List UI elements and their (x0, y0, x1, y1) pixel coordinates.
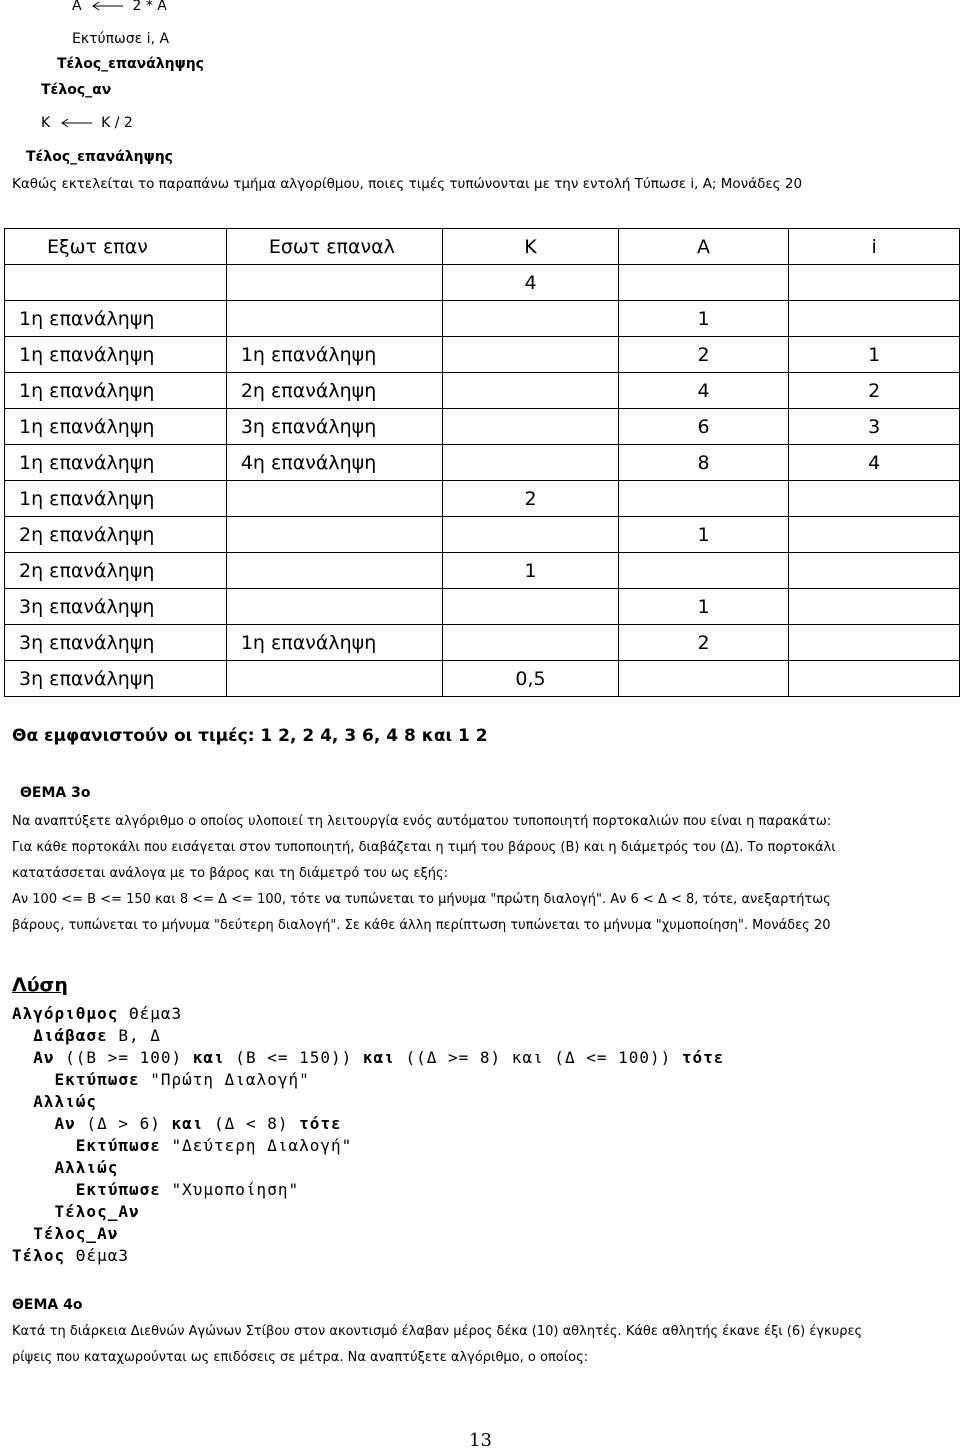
cell-outer (5, 265, 227, 301)
cell-i (789, 589, 960, 625)
code-keyword: Εκτύπωσε (75, 1180, 161, 1199)
code-text (12, 1114, 55, 1133)
theme3-line: κατατάσσεται ανάλογα με το βάρος και τη διάμετρό του ως εξής: (12, 866, 449, 881)
code-text (12, 1070, 55, 1089)
table-row (5, 661, 960, 697)
code-text (12, 1092, 33, 1111)
solution-heading: Λύση (12, 974, 68, 996)
code-line (12, 1157, 724, 1179)
header-inner-loop: Εσωτ επαναλ (226, 229, 443, 265)
code-line (12, 1245, 724, 1267)
code-text: Θέμα3 (65, 1246, 129, 1265)
code-keyword: Αλλιώς (54, 1158, 119, 1177)
left-arrow-icon (59, 118, 93, 128)
theme4-line: Κατά τη διάρκεια Διεθνών Αγώνων Στίβου στον ακοντισμό έλαβαν μέρος δέκα (10) αθλητές. Κάθε αθλητής έκανε έξι (6) έγκυρες (12, 1324, 863, 1339)
code-line (12, 1135, 724, 1157)
code-line (12, 1223, 724, 1245)
code-keyword: Αν (33, 1048, 55, 1067)
code-keyword: και (362, 1048, 395, 1067)
table-row (5, 481, 960, 517)
theme4-body (12, 1319, 862, 1371)
table-row (5, 517, 960, 553)
cell-a (618, 661, 789, 697)
code-text (12, 1180, 76, 1199)
var-k: Κ (41, 115, 51, 131)
code-keyword: Αν (54, 1114, 76, 1133)
cell-i (789, 517, 960, 553)
code-keyword: και (171, 1114, 204, 1133)
code-text (12, 1158, 55, 1177)
cell-k (443, 589, 618, 625)
code-text: "Χυμοποίηση" (160, 1180, 300, 1199)
code-keyword: Εκτύπωσε (75, 1136, 161, 1155)
table-row (5, 265, 960, 301)
theme3-line: βάρους, τυπώνεται το μήνυμα "δεύτερη διαλογή". Σε κάθε άλλη περίπτωση τυπώνεται το μήνυμα "χυμοποίηση". Μονάδες 20 (12, 918, 831, 933)
cell-k (443, 337, 618, 373)
cell-k: 2 (443, 481, 618, 517)
theme3-title: ΘΕΜΑ 3ο (20, 785, 91, 801)
cell-a (618, 265, 789, 301)
theme3-line: Να αναπτύξετε αλγόριθμο ο οποίος υλοποιεί τη λειτουργία ενός αυτόματου τυποποιητή πορτοκαλιών που είναι η παρακάτω: (12, 814, 832, 829)
answer-line: Θα εμφανιστούν οι τιμές: 1 2, 2 4, 3 6, 4 8 και 1 2 (12, 726, 488, 746)
header-i: i (789, 229, 960, 265)
theme4-line: ρίψεις που καταχωρούνται ως επιδόσεις σε μέτρα. Να αναπτύξετε αλγόριθμο, ο οποίος: (12, 1350, 589, 1365)
code-text: (Β <= 150)) (224, 1048, 363, 1067)
cell-a: 1 (618, 301, 789, 337)
cell-outer: 1η επανάληψη (5, 373, 227, 409)
cell-inner: 1η επανάληψη (226, 337, 443, 373)
cell-k (443, 625, 618, 661)
code-keyword: τότε (681, 1048, 725, 1067)
cell-a (618, 481, 789, 517)
page-number: 13 (469, 1430, 492, 1451)
code-text (12, 1202, 55, 1221)
header-outer-loop: Εξωτ επαν (5, 229, 227, 265)
cell-outer: 3η επανάληψη (5, 661, 227, 697)
expr: Κ / 2 (101, 115, 133, 131)
code-text: Θέμα3 (118, 1004, 183, 1023)
code-keyword: Αλλιώς (33, 1092, 98, 1111)
cell-i (789, 625, 960, 661)
cell-a: 8 (618, 445, 789, 481)
cell-a (618, 553, 789, 589)
cell-i: 1 (789, 337, 960, 373)
code-line (12, 1179, 724, 1201)
table-row (5, 445, 960, 481)
table-row (5, 553, 960, 589)
cell-outer: 3η επανάληψη (5, 589, 227, 625)
code-line (12, 1113, 724, 1135)
code-text: ((Β >= 100) (54, 1048, 193, 1067)
cell-k: 1 (443, 553, 618, 589)
code-text: Β, Δ (107, 1026, 161, 1045)
theme3-line: Για κάθε πορτοκάλι που εισάγεται στον τυποποιητή, διαβάζεται η τιμή του βάρους (Β) και η διάμετρός του (Δ). Το πορτοκάλι (12, 840, 836, 855)
cell-k (443, 517, 618, 553)
code-text: ((Δ >= 8) και (Δ <= 100)) (394, 1048, 682, 1067)
pseudo-line-assign-k (41, 115, 133, 131)
cell-inner: 2η επανάληψη (226, 373, 443, 409)
cell-inner (226, 301, 443, 337)
left-arrow-icon (90, 1, 124, 11)
code-text: (Δ < 8) (203, 1114, 300, 1133)
code-line (12, 1091, 724, 1113)
cell-i (789, 661, 960, 697)
cell-outer: 1η επανάληψη (5, 337, 227, 373)
table-row (5, 337, 960, 373)
header-k: Κ (443, 229, 618, 265)
cell-inner (226, 481, 443, 517)
print-args: i, Α (146, 31, 170, 47)
code-text (12, 1136, 76, 1155)
cell-outer: 1η επανάληψη (5, 481, 227, 517)
cell-outer: 1η επανάληψη (5, 409, 227, 445)
cell-a: 4 (618, 373, 789, 409)
cell-a: 2 (618, 337, 789, 373)
cell-inner: 4η επανάληψη (226, 445, 443, 481)
cell-outer: 1η επανάληψη (5, 445, 227, 481)
cell-inner: 1η επανάληψη (226, 625, 443, 661)
code-keyword: Αλγόριθμος (12, 1004, 119, 1023)
cell-i: 4 (789, 445, 960, 481)
pseudo-line-print (72, 31, 169, 47)
pseudo-line-end-loop-inner: Τέλος_επανάληψης (57, 56, 204, 72)
cell-i (789, 553, 960, 589)
cell-k (443, 445, 618, 481)
cell-k: 0,5 (443, 661, 618, 697)
cell-k: 4 (443, 265, 618, 301)
cell-i (789, 265, 960, 301)
cell-i (789, 301, 960, 337)
code-keyword: και (192, 1048, 225, 1067)
code-text: (Δ > 6) (75, 1114, 172, 1133)
cell-k (443, 409, 618, 445)
theme3-line: Αν 100 <= Β <= 150 και 8 <= Δ <= 100, τότε να τυπώνεται το μήνυμα "πρώτη διαλογή". Αν 6 < Δ < 8, τότε, ανεξαρτήτως (12, 892, 831, 907)
code-text (12, 1224, 33, 1243)
cell-inner (226, 589, 443, 625)
code-line (12, 1069, 724, 1091)
header-a: Α (618, 229, 789, 265)
code-text: "Πρώτη Διαλογή" (139, 1070, 310, 1089)
cell-i: 3 (789, 409, 960, 445)
pseudo-line-assign-a (72, 0, 167, 14)
table-row (5, 373, 960, 409)
code-keyword: Τέλος_Αν (33, 1224, 119, 1243)
code-line (12, 1003, 724, 1025)
question-text: Καθώς εκτελείται το παραπάνω τμήμα αλγορίθμου, ποιες τιμές τυπώνονται με την εντολή Τύπωσε i, Α; Μονάδες 20 (12, 176, 803, 192)
code-line (12, 1025, 724, 1047)
print-keyword: Εκτύπωσε (72, 31, 143, 47)
code-keyword: Διάβασε (33, 1026, 108, 1045)
cell-outer: 1η επανάληψη (5, 301, 227, 337)
cell-outer: 2η επανάληψη (5, 517, 227, 553)
code-text (12, 1048, 33, 1067)
cell-k (443, 301, 618, 337)
cell-inner (226, 661, 443, 697)
cell-inner (226, 265, 443, 301)
table-row (5, 409, 960, 445)
pseudo-line-end-if: Τέλος_αν (41, 82, 112, 98)
cell-outer: 2η επανάληψη (5, 553, 227, 589)
code-line (12, 1201, 724, 1223)
cell-a: 1 (618, 589, 789, 625)
code-keyword: Τέλος_Αν (54, 1202, 140, 1221)
code-keyword: τότε (299, 1114, 342, 1133)
table-header-row (5, 229, 960, 265)
code-text (12, 1026, 33, 1045)
cell-outer: 3η επανάληψη (5, 625, 227, 661)
code-keyword: Εκτύπωσε (54, 1070, 140, 1089)
expr: 2 * Α (132, 0, 167, 14)
theme4-title: ΘΕΜΑ 4ο (12, 1297, 83, 1313)
cell-inner (226, 553, 443, 589)
solution-code (12, 1003, 724, 1267)
cell-inner: 3η επανάληψη (226, 409, 443, 445)
cell-i (789, 481, 960, 517)
cell-a: 6 (618, 409, 789, 445)
table-row (5, 589, 960, 625)
cell-i: 2 (789, 373, 960, 409)
cell-k (443, 373, 618, 409)
table-row (5, 625, 960, 661)
cell-a: 1 (618, 517, 789, 553)
var-a: Α (72, 0, 82, 14)
table-row (5, 301, 960, 337)
pseudo-line-end-loop-outer: Τέλος_επανάληψης (26, 149, 173, 165)
trace-table (4, 228, 960, 697)
theme3-body (12, 809, 836, 939)
cell-inner (226, 517, 443, 553)
code-keyword: Τέλος (12, 1246, 66, 1265)
code-text: "Δεύτερη Διαλογή" (160, 1136, 353, 1155)
code-line (12, 1047, 724, 1069)
cell-a: 2 (618, 625, 789, 661)
